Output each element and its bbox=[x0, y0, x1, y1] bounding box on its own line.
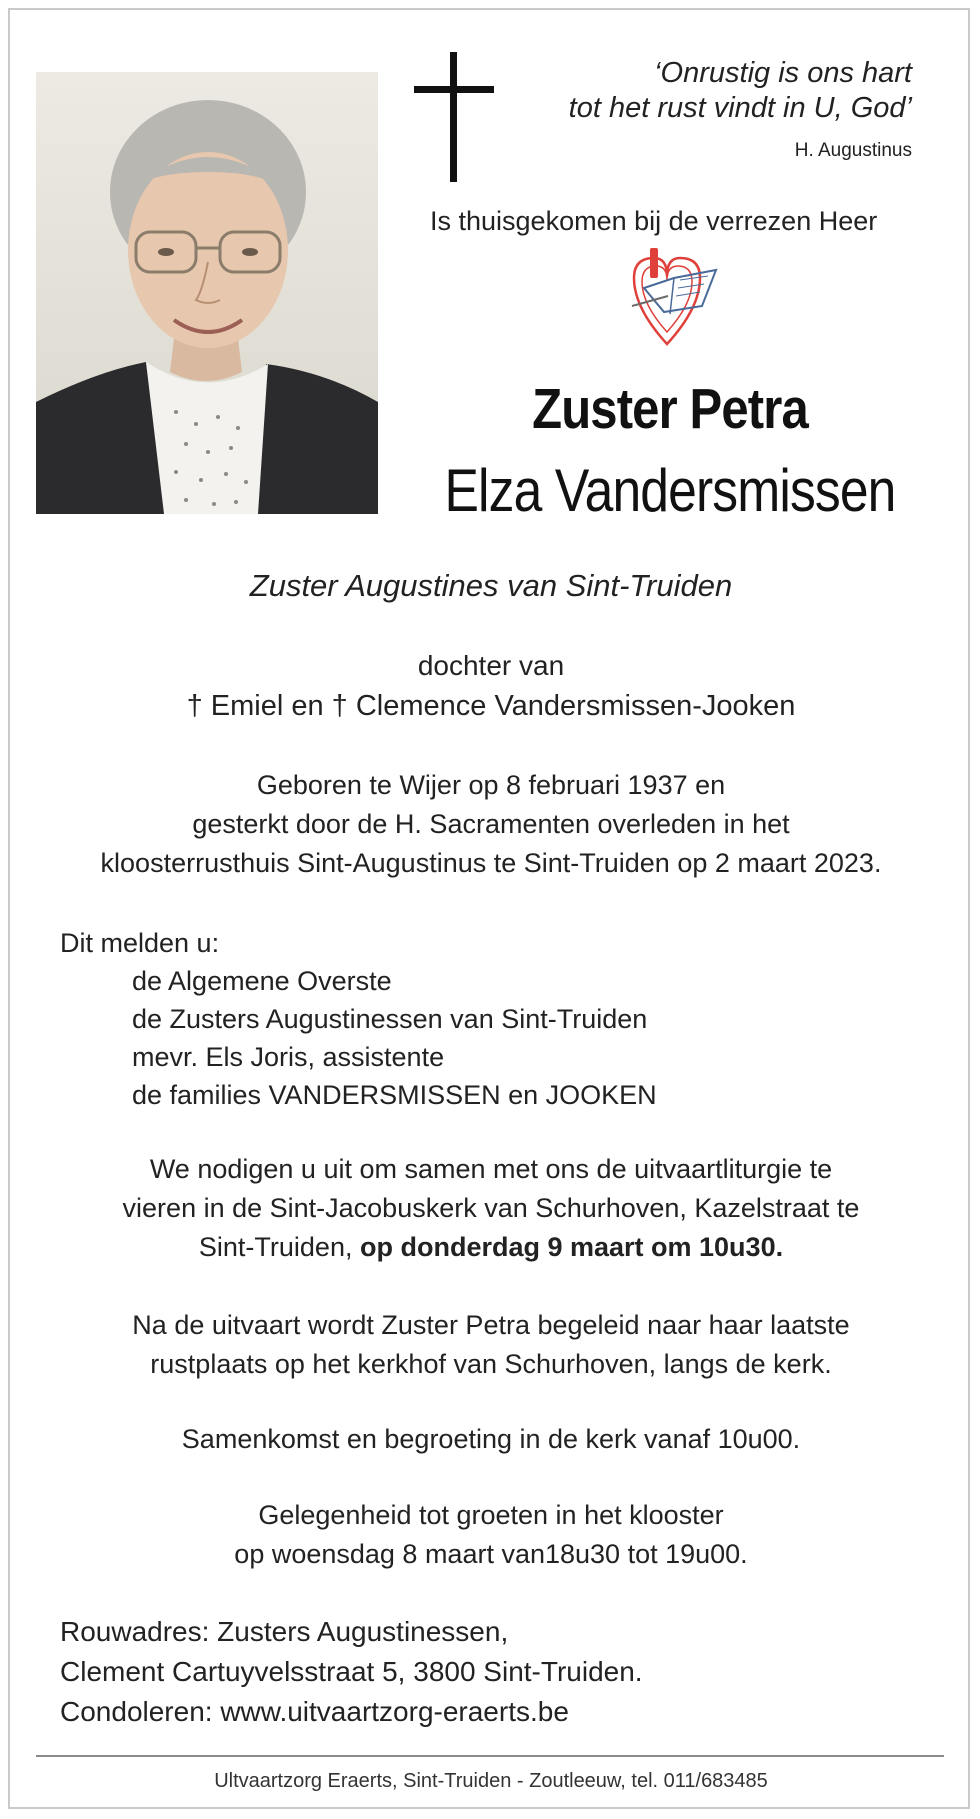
announcer-item: de Algemene Overste bbox=[132, 966, 392, 996]
augustine-quote bbox=[569, 56, 912, 126]
daughter-of-label: dochter van bbox=[417, 650, 565, 681]
announcers-list bbox=[60, 962, 657, 1114]
burial-line-2: rustplaats op het kerkhof van Schurhoven, langs de kerk. bbox=[150, 1349, 832, 1379]
quote-line-2: tot het rust vindt in U, God’ bbox=[568, 92, 912, 124]
announcer-item: de families VANDERSMISSEN en JOOKEN bbox=[132, 1080, 657, 1110]
birth-death-line-3: kloosterrusthuis Sint-Augustinus te Sint-Truiden op 2 maart 2023. bbox=[100, 848, 882, 878]
funeral-line-1: We nodigen u uit om samen met ons de uitvaartliturgie te bbox=[149, 1154, 833, 1184]
announcer-item: de Zusters Augustinessen van Sint-Truiden bbox=[132, 1004, 648, 1034]
birth-death-line-1: Geboren te Wijer op 8 februari 1937 en bbox=[256, 770, 726, 800]
birth-death-paragraph bbox=[10, 766, 972, 883]
funeral-line-3-prefix: Sint-Truiden, bbox=[198, 1232, 353, 1262]
quote-author: H. Augustinus bbox=[794, 140, 912, 161]
gathering-line: Samenkomst en begroeting in de kerk vanaf 10u00. bbox=[181, 1424, 801, 1454]
cross-icon bbox=[414, 52, 494, 182]
funeral-date-time: op donderdag 9 maart om 10u30. bbox=[359, 1232, 784, 1262]
address-line-1: Rouwadres: Zusters Augustinessen, bbox=[60, 1616, 509, 1647]
homecoming-line: Is thuisgekomen bij de verrezen Heer bbox=[430, 206, 878, 236]
visitation-line-1: Gelegenheid tot groeten in het klooster bbox=[258, 1500, 724, 1530]
address-line-2: Clement Cartuyvelsstraat 5, 3800 Sint-Truiden. bbox=[60, 1656, 643, 1687]
footer-divider bbox=[36, 1755, 944, 1757]
congregation: Zuster Augustines van Sint-Truiden bbox=[249, 568, 733, 603]
visitation-line-2: op woensdag 8 maart van18u30 tot 19u00. bbox=[234, 1539, 748, 1569]
civil-name: Elza Vandersmissen bbox=[444, 457, 896, 524]
heart-book-emblem-icon bbox=[604, 248, 730, 360]
announcers-block bbox=[60, 924, 657, 1114]
visitation-paragraph bbox=[10, 1496, 972, 1574]
announcers-intro: Dit melden u: bbox=[60, 928, 220, 958]
burial-line-1: Na de uitvaart wordt Zuster Petra begeleid naar haar laatste bbox=[132, 1310, 850, 1340]
funeral-home-footer: Ultvaartzorg Eraerts, Sint-Truiden - Zoutleeuw, tel. 011/683485 bbox=[214, 1770, 768, 1792]
burial-paragraph bbox=[10, 1306, 972, 1384]
condolence-link[interactable]: Condoleren: www.uitvaartzorg-eraerts.be bbox=[60, 1696, 569, 1727]
funeral-paragraph bbox=[10, 1150, 972, 1267]
announcer-item: mevr. Els Joris, assistente bbox=[132, 1042, 445, 1072]
funeral-line-3 bbox=[10, 1228, 972, 1267]
birth-death-line-2: gesterkt door de H. Sacramenten overleden in het bbox=[192, 809, 790, 839]
quote-line-1: ‘Onrustig is ons hart bbox=[654, 57, 912, 89]
address-block bbox=[60, 1612, 643, 1732]
religious-name: Zuster Petra bbox=[532, 377, 808, 441]
parents: † Emiel en † Clemence Vandersmissen-Jooken bbox=[186, 690, 796, 722]
portrait-photo bbox=[36, 72, 378, 514]
obituary-card bbox=[8, 8, 970, 1809]
funeral-line-2: vieren in de Sint-Jacobuskerk van Schurhoven, Kazelstraat te bbox=[122, 1193, 860, 1223]
